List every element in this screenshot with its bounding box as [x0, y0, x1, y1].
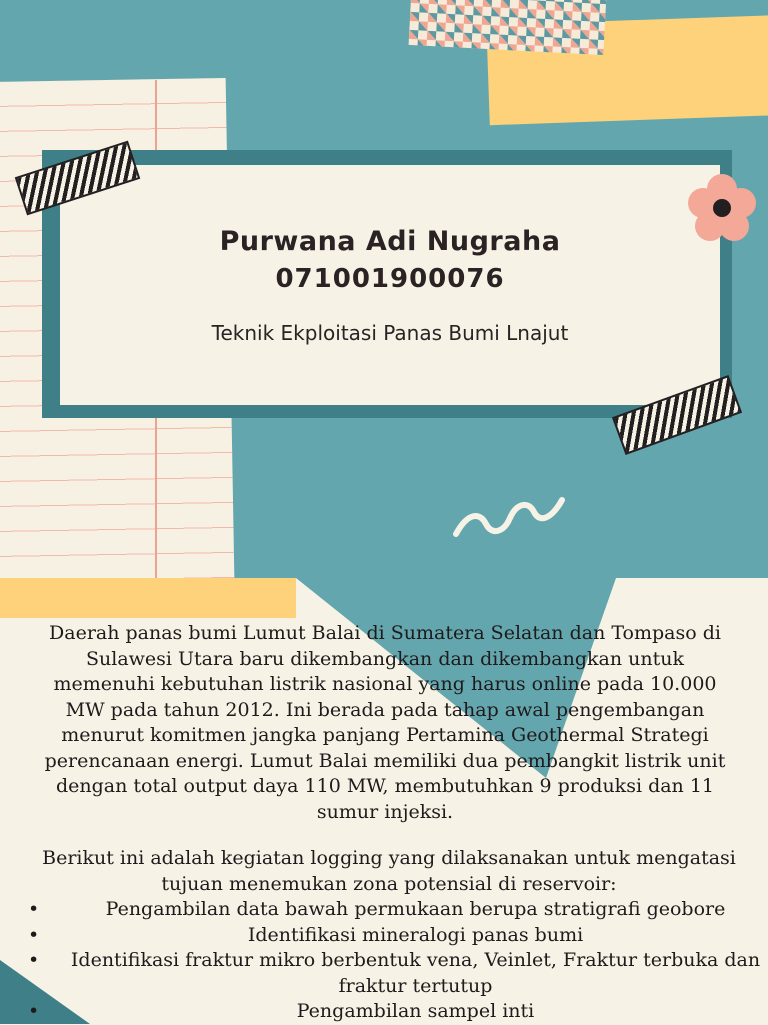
list-item-text: Pengambilan sampel inti	[296, 1000, 535, 1022]
list-item-text: Pengambilan data bawah permukaan berupa stratigrafi geobore	[105, 898, 726, 920]
body-content	[40, 621, 730, 844]
course-title: Teknik Ekploitasi Panas Bumi Lnajut	[211, 321, 569, 345]
intro-paragraph: Daerah panas bumi Lumut Balai di Sumatera Selatan dan Tompaso di Sulawesi Utara baru dikembangkan dan dikembangkan untuk memenuhi kebutuhan listrik nasional yang harus online pada 10.000 MW pada tahun 2012. Ini berada pada tahap awal pengembangan menurut komitmen jangka panjang Pertamina Geothermal Strategi perencanaan energi. Lumut Balai memiliki dua pembangkit listrik unit dengan total output daya 110 MW, membutuhkan 9 produksi dan 11 sumur injeksi.	[44, 622, 726, 823]
author-name: Purwana Adi Nugraha	[219, 226, 561, 257]
bullet-icon: •	[28, 923, 40, 946]
student-id: 071001900076	[275, 264, 505, 294]
activities-intro: Berikut ini adalah kegiatan logging yang dilaksanakan untuk mengatasi tujuan menemukan zona potensial di reservoir:	[42, 847, 736, 895]
bullet-icon: •	[28, 898, 40, 920]
list-item-text: Identifikasi fraktur mikro berbentuk vena, Veinlet, Fraktur terbuka dan fraktur tertutup	[70, 949, 761, 997]
squiggle-icon	[448, 482, 568, 542]
bullet-icon: •	[28, 949, 40, 971]
flower-icon	[686, 173, 758, 245]
yellow-strip	[0, 578, 296, 618]
list-item	[18, 897, 763, 923]
list-item	[18, 999, 763, 1025]
list-item	[18, 923, 763, 949]
activities-list	[18, 897, 763, 1025]
list-item	[18, 948, 763, 999]
bullet-icon: •	[28, 1000, 40, 1022]
list-item-text: Identifikasi mineralogi panas bumi	[247, 923, 584, 946]
